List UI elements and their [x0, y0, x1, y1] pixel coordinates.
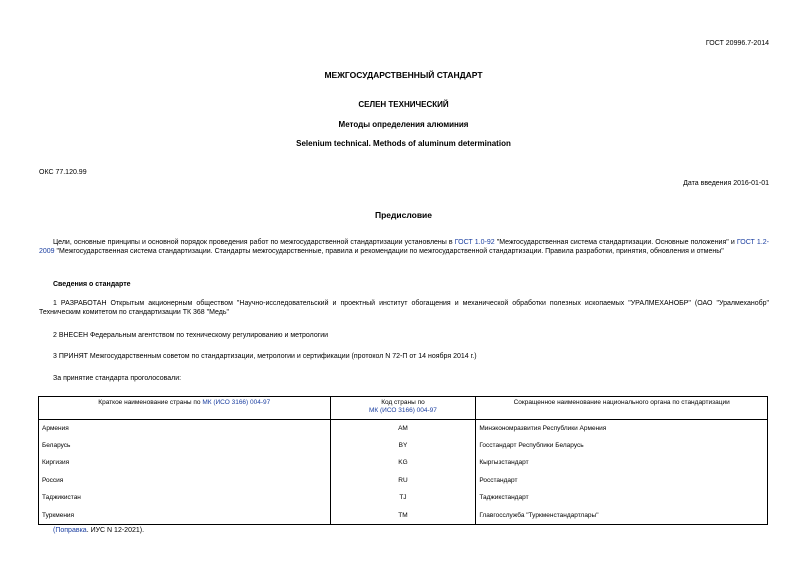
- table-row: [39, 437, 768, 454]
- info-heading: Сведения о стандарте: [53, 281, 131, 288]
- header-country-code: [330, 397, 476, 420]
- amendment-link[interactable]: Поправка: [55, 527, 87, 534]
- foreword-text-a: Цели, основные принципы и основной порядок проведения работ по межгосударственной стандартизации установлены в: [53, 239, 455, 246]
- voted-label: За принятие стандарта проголосовали:: [53, 375, 182, 382]
- mk-iso-link[interactable]: МК (ИСО 3166) 004-97: [368, 407, 437, 415]
- info-item-2: 2 ВНЕСЕН Федеральным агентством по техническому регулированию и метрологии: [53, 332, 329, 339]
- info-item-3: 3 ПРИНЯТ Межгосударственным советом по стандартизации, метрологии и сертификации (протокол N 72-П от 14 ноября 2014 г.): [53, 353, 477, 360]
- table-row: [39, 420, 768, 438]
- code-cell: BY: [330, 437, 476, 454]
- header-standards-body: Сокращенное наименование национального органа по стандартизации: [476, 397, 768, 420]
- english-title: Selenium technical. Methods of aluminum determination: [296, 139, 511, 148]
- info-item-1: 1 РАЗРАБОТАН Открытым акционерным обществом "Научно-исследовательский и проектный институт обогащения и механической обработки полезных ископаемых "УРАЛМЕХАНОБР" (ОАО "Уралмеханобр" Техническим комитетом по стандартизации ТК 368 "Медь": [39, 300, 769, 316]
- document-number: ГОСТ 20996.7-2014: [705, 40, 769, 47]
- body-cell: Минэкономразвития Республики Армения: [476, 420, 768, 438]
- header-code-text: Код страны по: [381, 399, 425, 406]
- mk-iso-link[interactable]: МК (ИСО 3166) 004-97: [202, 399, 271, 406]
- body-cell: Таджикстандарт: [476, 490, 768, 507]
- code-cell: RU: [330, 472, 476, 489]
- table-row: [39, 490, 768, 507]
- header-country-name: [39, 397, 331, 420]
- standard-name: СЕЛЕН ТЕХНИЧЕСКИЙ: [358, 100, 449, 109]
- amendment-text: . ИУС N 12-2021).: [86, 527, 145, 534]
- body-cell: Кыргызстандарт: [476, 455, 768, 472]
- country-cell: Армения: [39, 420, 331, 438]
- body-cell: Госстандарт Республики Беларусь: [476, 437, 768, 454]
- foreword-heading: Предисловие: [374, 210, 433, 220]
- intro-date: Дата введения 2016-01-01: [683, 180, 769, 187]
- code-cell: AM: [330, 420, 476, 438]
- foreword-text-c: "Межгосударственная система стандартизации. Стандарты межгосударственные, правила и рекомендации по межгосударственной стандартизации. Правила разработки, принятия, обновления и отмены": [54, 247, 724, 255]
- body-cell: Росстандарт: [476, 472, 768, 489]
- amendment-open-paren: (: [53, 527, 56, 534]
- table-row: [39, 455, 768, 472]
- code-cell: TM: [330, 507, 476, 525]
- foreword-paragraph: [39, 239, 769, 257]
- foreword-text-b: "Межгосударственная система стандартизации. Основные положения" и: [494, 239, 737, 246]
- table-row: [39, 507, 768, 525]
- country-cell: Россия: [39, 472, 331, 489]
- amendment-note: [53, 527, 144, 536]
- oks-code: ОКС 77.120.99: [39, 169, 87, 176]
- country-cell: Киргизия: [39, 455, 331, 472]
- standard-type-title: МЕЖГОСУДАРСТВЕННЫЙ СТАНДАРТ: [324, 70, 483, 80]
- standard-subtitle: Методы определения алюминия: [338, 120, 469, 129]
- header-country-text: Краткое наименование страны по: [98, 399, 203, 406]
- table-header-row: [39, 397, 768, 420]
- code-cell: TJ: [330, 490, 476, 507]
- body-cell: Главгосслужба "Туркменстандартлары": [476, 507, 768, 525]
- table-row: [39, 472, 768, 489]
- gost-1-0-92-link[interactable]: ГОСТ 1.0-92: [454, 239, 495, 246]
- gost-1-2-2009-link[interactable]: ГОСТ 1.2-2009: [39, 239, 769, 255]
- country-cell: Таджикистан: [39, 490, 331, 507]
- code-cell: KG: [330, 455, 476, 472]
- country-cell: Туркмения: [39, 507, 331, 525]
- country-cell: Беларусь: [39, 437, 331, 454]
- countries-table: [38, 396, 768, 525]
